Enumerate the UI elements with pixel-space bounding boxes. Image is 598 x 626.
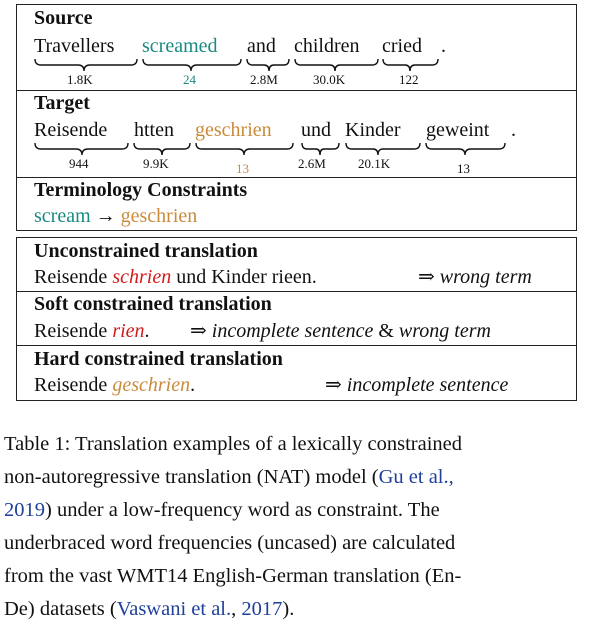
target-period: .	[511, 119, 516, 141]
caption-text: ).	[282, 598, 295, 620]
verdict-text: wrong term	[398, 320, 491, 342]
soft-verdict	[190, 320, 491, 342]
caption-line	[4, 461, 594, 494]
source-heading: Source	[34, 7, 93, 29]
source-word: children	[294, 35, 360, 57]
target-word-constraint: geschrien	[195, 119, 272, 141]
source-freq: 30.0K	[313, 72, 346, 87]
unconstrained-heading: Unconstrained translation	[34, 240, 258, 262]
source-freq: 122	[399, 72, 419, 87]
verdict-text: incomplete sentence	[211, 320, 374, 342]
ampersand: &	[378, 320, 394, 342]
upper-table	[16, 4, 577, 231]
caption-text: ,	[231, 598, 242, 620]
right-arrow-icon: →	[95, 205, 116, 227]
citation-link[interactable]: 2019	[4, 499, 45, 521]
caption-line	[4, 494, 594, 527]
divider	[17, 345, 576, 346]
caption-text: ) under a low-frequency word as constraint. The	[45, 499, 440, 521]
caption-line: Table 1: Translation examples of a lexically constrained	[4, 433, 462, 455]
source-word: cried	[382, 35, 422, 57]
implies-icon: ⇒	[418, 266, 435, 288]
target-freq: 13	[457, 161, 470, 176]
target-freq: 9.9K	[143, 156, 169, 171]
source-word: and	[247, 35, 276, 57]
citation-link[interactable]: Gu et al.,	[378, 466, 454, 488]
output-text: .	[144, 320, 150, 342]
target-heading: Target	[34, 92, 90, 114]
divider	[17, 291, 576, 292]
target-freq: 2.6M	[298, 156, 326, 171]
wrong-term-highlight: schrien	[112, 266, 172, 288]
source-word: Travellers	[34, 35, 115, 57]
caption-line: underbraced word frequencies (uncased) are calculated	[4, 532, 456, 554]
table-caption	[4, 428, 594, 626]
unconstrained-output	[34, 266, 317, 288]
caption-text: De) datasets (	[4, 598, 117, 620]
source-freq: 2.8M	[250, 72, 278, 87]
hard-heading: Hard constrained translation	[34, 348, 283, 370]
citation-link[interactable]: Vaswani et al.	[116, 598, 232, 620]
target-freq: 944	[69, 156, 89, 171]
lower-table	[16, 237, 577, 401]
target-word: geweint	[426, 119, 490, 141]
source-word-constraint: screamed	[142, 35, 218, 57]
target-word: htten	[134, 119, 174, 141]
caption-line	[4, 593, 594, 626]
soft-output	[34, 320, 150, 342]
verdict-text: wrong term	[439, 266, 532, 288]
output-text: und Kinder rieen.	[171, 266, 317, 288]
target-freq: 20.1K	[358, 156, 391, 171]
output-text: Reisende	[34, 374, 113, 396]
unconstrained-verdict	[418, 266, 532, 288]
target-word: Kinder	[345, 119, 401, 141]
constraint-term-highlight: geschrien	[112, 374, 191, 396]
output-text: .	[190, 374, 196, 396]
source-period: .	[441, 35, 446, 57]
implies-icon: ⇒	[325, 374, 342, 396]
citation-link[interactable]: 2017	[241, 598, 283, 620]
output-text: Reisende	[34, 320, 113, 342]
constraint-target-term: geschrien	[120, 205, 198, 227]
target-word: Reisende	[34, 119, 108, 141]
target-freq-constraint: 13	[236, 161, 249, 176]
constraint-pair	[34, 205, 197, 227]
source-freq-constraint: 24	[183, 72, 196, 87]
caption-line: from the vast WMT14 English-German translation (En-	[4, 565, 462, 587]
source-freq: 1.8K	[67, 72, 93, 87]
target-word: und	[301, 119, 331, 141]
divider	[17, 90, 576, 91]
hard-output	[34, 374, 195, 396]
output-text: Reisende	[34, 266, 113, 288]
constraints-heading: Terminology Constraints	[34, 179, 248, 201]
constraint-source-term: scream	[34, 205, 91, 227]
source-underbraces	[17, 57, 578, 87]
implies-icon: ⇒	[190, 320, 207, 342]
soft-heading: Soft constrained translation	[34, 293, 272, 315]
divider	[17, 177, 576, 178]
verdict-text: incomplete sentence	[346, 374, 509, 396]
caption-text: non-autoregressive translation (NAT) model (	[4, 466, 379, 488]
wrong-term-highlight: rien	[112, 320, 145, 342]
hard-verdict	[325, 374, 508, 396]
